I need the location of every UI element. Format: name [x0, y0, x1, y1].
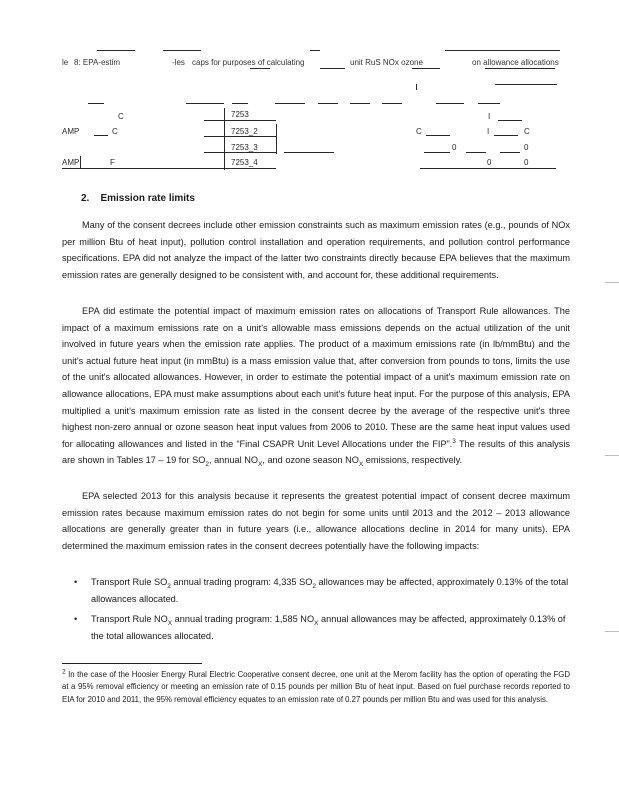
scan-mark [605, 631, 619, 632]
caption-fragment: -les [172, 58, 185, 67]
table-rule [204, 152, 276, 153]
paragraph-text: emissions, respectively. [363, 455, 463, 466]
table-rule [232, 103, 248, 104]
caption-fragment: on allowance allocations [472, 58, 559, 67]
subscript: 2 [312, 582, 316, 590]
caption-fragment: caps for purposes of calculating [192, 58, 305, 67]
paragraph-text: The results of this analysis are shown in Tables 17 – 19 for SO [62, 438, 570, 466]
footnote-ref[interactable]: 3 [452, 437, 456, 445]
section-number: 2. [81, 193, 90, 204]
paragraph-text: , annual NO [208, 455, 258, 466]
list-text: annual trading program: 4,335 SO [170, 577, 313, 587]
table-rule [186, 103, 224, 104]
table-rule [500, 152, 520, 153]
table-rule [163, 50, 201, 51]
table-cell: I [488, 112, 491, 121]
table-cell: F [110, 158, 115, 167]
paragraph-emission-rate-analysis [62, 303, 570, 469]
subscript: X [358, 461, 364, 469]
table-rule [478, 103, 500, 104]
paragraph-2013-selection: EPA selected 2013 for this analysis because it represents the greatest potential impact of consent decree maximum emission rates because maximum emission rates do not begin for some units until 2013 and the 2012 – 2013 allowance allocations are generally greater than in future years (i.e., allowance allocations decline in 2014 for many units). EPA determined the maximum emission rates in the consent decrees potentially have the following impacts: [62, 491, 570, 551]
table-rule [88, 103, 104, 104]
table-cell: 7253_4 [231, 158, 258, 167]
paragraph-text: EPA did estimate the potential impact of maximum emission rates on allocations of Transport Rule allowances. The impact of a maximum emissions rate on a unit's allowable mass emissions depends on the actual utilization of the unit involved in future years when the emission rate applies. The product of a maximum emissions rate (in lb/mmBtu) and the unit's actual future heat input (in mmBtu) is a mass emission value that, after conversion from pounds to tons, limits the use of the unit's allocated allowances. However, in order to estimate the potential impact of a unit's maximum emission rate on allowance allocations, EPA must make assumptions about each unit's future heat input. For the purpose of this analysis, EPA multiplied a unit's maximum emission rate as listed in the consent decree by the average of the respective unit's three highest non-zero annual or ozone season heat input values from 2006 to 2010. These are the same heat input values used for allocating allowances and listed in the “Final CSAPR Unit Level Allocations under the FIP”. [62, 306, 570, 449]
table-rule [250, 68, 270, 69]
table-rule [466, 152, 486, 153]
table-cell: C [118, 112, 124, 121]
section-heading [81, 193, 195, 204]
list-text: annual trading program: 1,585 NO [172, 614, 315, 625]
subscript: X [314, 620, 319, 628]
table-cell: 7253_2 [231, 127, 258, 136]
scan-mark [605, 455, 619, 456]
table-rule [275, 103, 305, 104]
bullet-icon: • [74, 614, 78, 625]
table-rule [310, 50, 320, 51]
table-rule [445, 50, 560, 51]
caption-fragment: unit RuS NOx ozone [350, 58, 423, 67]
subscript: 2 [205, 461, 209, 469]
caption-fragment: le [62, 58, 69, 67]
table-cell: AMP [62, 158, 80, 167]
table-rule [412, 68, 440, 69]
table-rule [420, 168, 556, 169]
table-cell: I [487, 127, 490, 136]
table-cell: 0 [524, 143, 529, 152]
table-cell: AMP [62, 127, 80, 136]
table-rule [318, 103, 338, 104]
list-text: Transport Rule SO [91, 577, 168, 587]
table-rule [94, 135, 108, 136]
table-rule [382, 103, 402, 104]
list-item [62, 611, 570, 644]
table-rule [426, 135, 450, 136]
bullet-icon: • [74, 577, 78, 587]
table-rule [204, 136, 276, 137]
footnote-text: In the case of the Hoosier Energy Rural Electric Cooperative consent decree, one unit at the Merom facility has the option of operating the FGD at a 95% removal efficiency or meeting an emission rate of 0.15 pounds per million Btu of heat input. Based on fuel purchase records reported to EIA for 2010 and 2011, the 95% removal efficiency equates to an emission rate of 0.27 pounds per million Btu and was used for this analysis. [62, 670, 570, 704]
table-rule [495, 84, 557, 85]
table-cell: 7253 [231, 110, 249, 119]
table-rule [416, 84, 417, 90]
table-rule [284, 152, 334, 153]
list-text: allowances may be affected, approximately 0.13% of the total allowances allocated. [91, 577, 569, 604]
table-rule [498, 120, 522, 121]
table-cell: 0 [524, 158, 529, 167]
table-rule [224, 168, 276, 169]
table-rule [424, 152, 450, 153]
table-cell: C [524, 127, 530, 136]
paragraph-text: , and ozone season NO [262, 455, 359, 466]
table-cell: 0 [452, 143, 457, 152]
table-cell: C [112, 127, 118, 136]
caption-fragment: 8: EPA-estim [74, 58, 121, 67]
table-rule [350, 103, 370, 104]
table-rule [204, 120, 276, 121]
list-text: annual allowances may be affected, approximately 0.13% of the total allowances allocated. [91, 614, 566, 641]
footnote-separator [62, 663, 202, 664]
table-rule [224, 108, 225, 170]
list-text: Transport Rule NO [91, 614, 168, 625]
table-rule [276, 124, 277, 154]
emission-cap-table [0, 0, 619, 175]
footnote [62, 669, 570, 706]
table-cell: 7253_3 [231, 143, 258, 152]
section-title: Emission rate limits [100, 193, 195, 204]
table-rule [436, 103, 464, 104]
table-rule [80, 156, 81, 168]
table-rule [62, 168, 224, 169]
list-item [62, 574, 570, 607]
subscript: 2 [167, 582, 171, 590]
table-rule [320, 68, 345, 69]
footnote-marker: 2 [62, 668, 66, 676]
subscript: X [258, 461, 263, 469]
table-cell: C [416, 127, 422, 136]
table-rule [494, 135, 518, 136]
subscript: X [167, 620, 173, 628]
table-rule [485, 68, 555, 69]
impact-list [62, 574, 570, 648]
scan-mark [605, 282, 619, 283]
paragraph-emission-constraints: Many of the consent decrees include other emission constraints such as maximum emission rates (e.g., pounds of NOx per million Btu of heat input), pollution control installation and operation requirements, and pollution control performance specifications. EPA did not analyze the impact of the latter two constraints directly because EPA believes that the maximum emission rates are generally designed to be consistent with, and account for, these additional requirements. [62, 220, 570, 280]
table-rule [97, 50, 135, 51]
table-cell: 0 [487, 158, 492, 167]
